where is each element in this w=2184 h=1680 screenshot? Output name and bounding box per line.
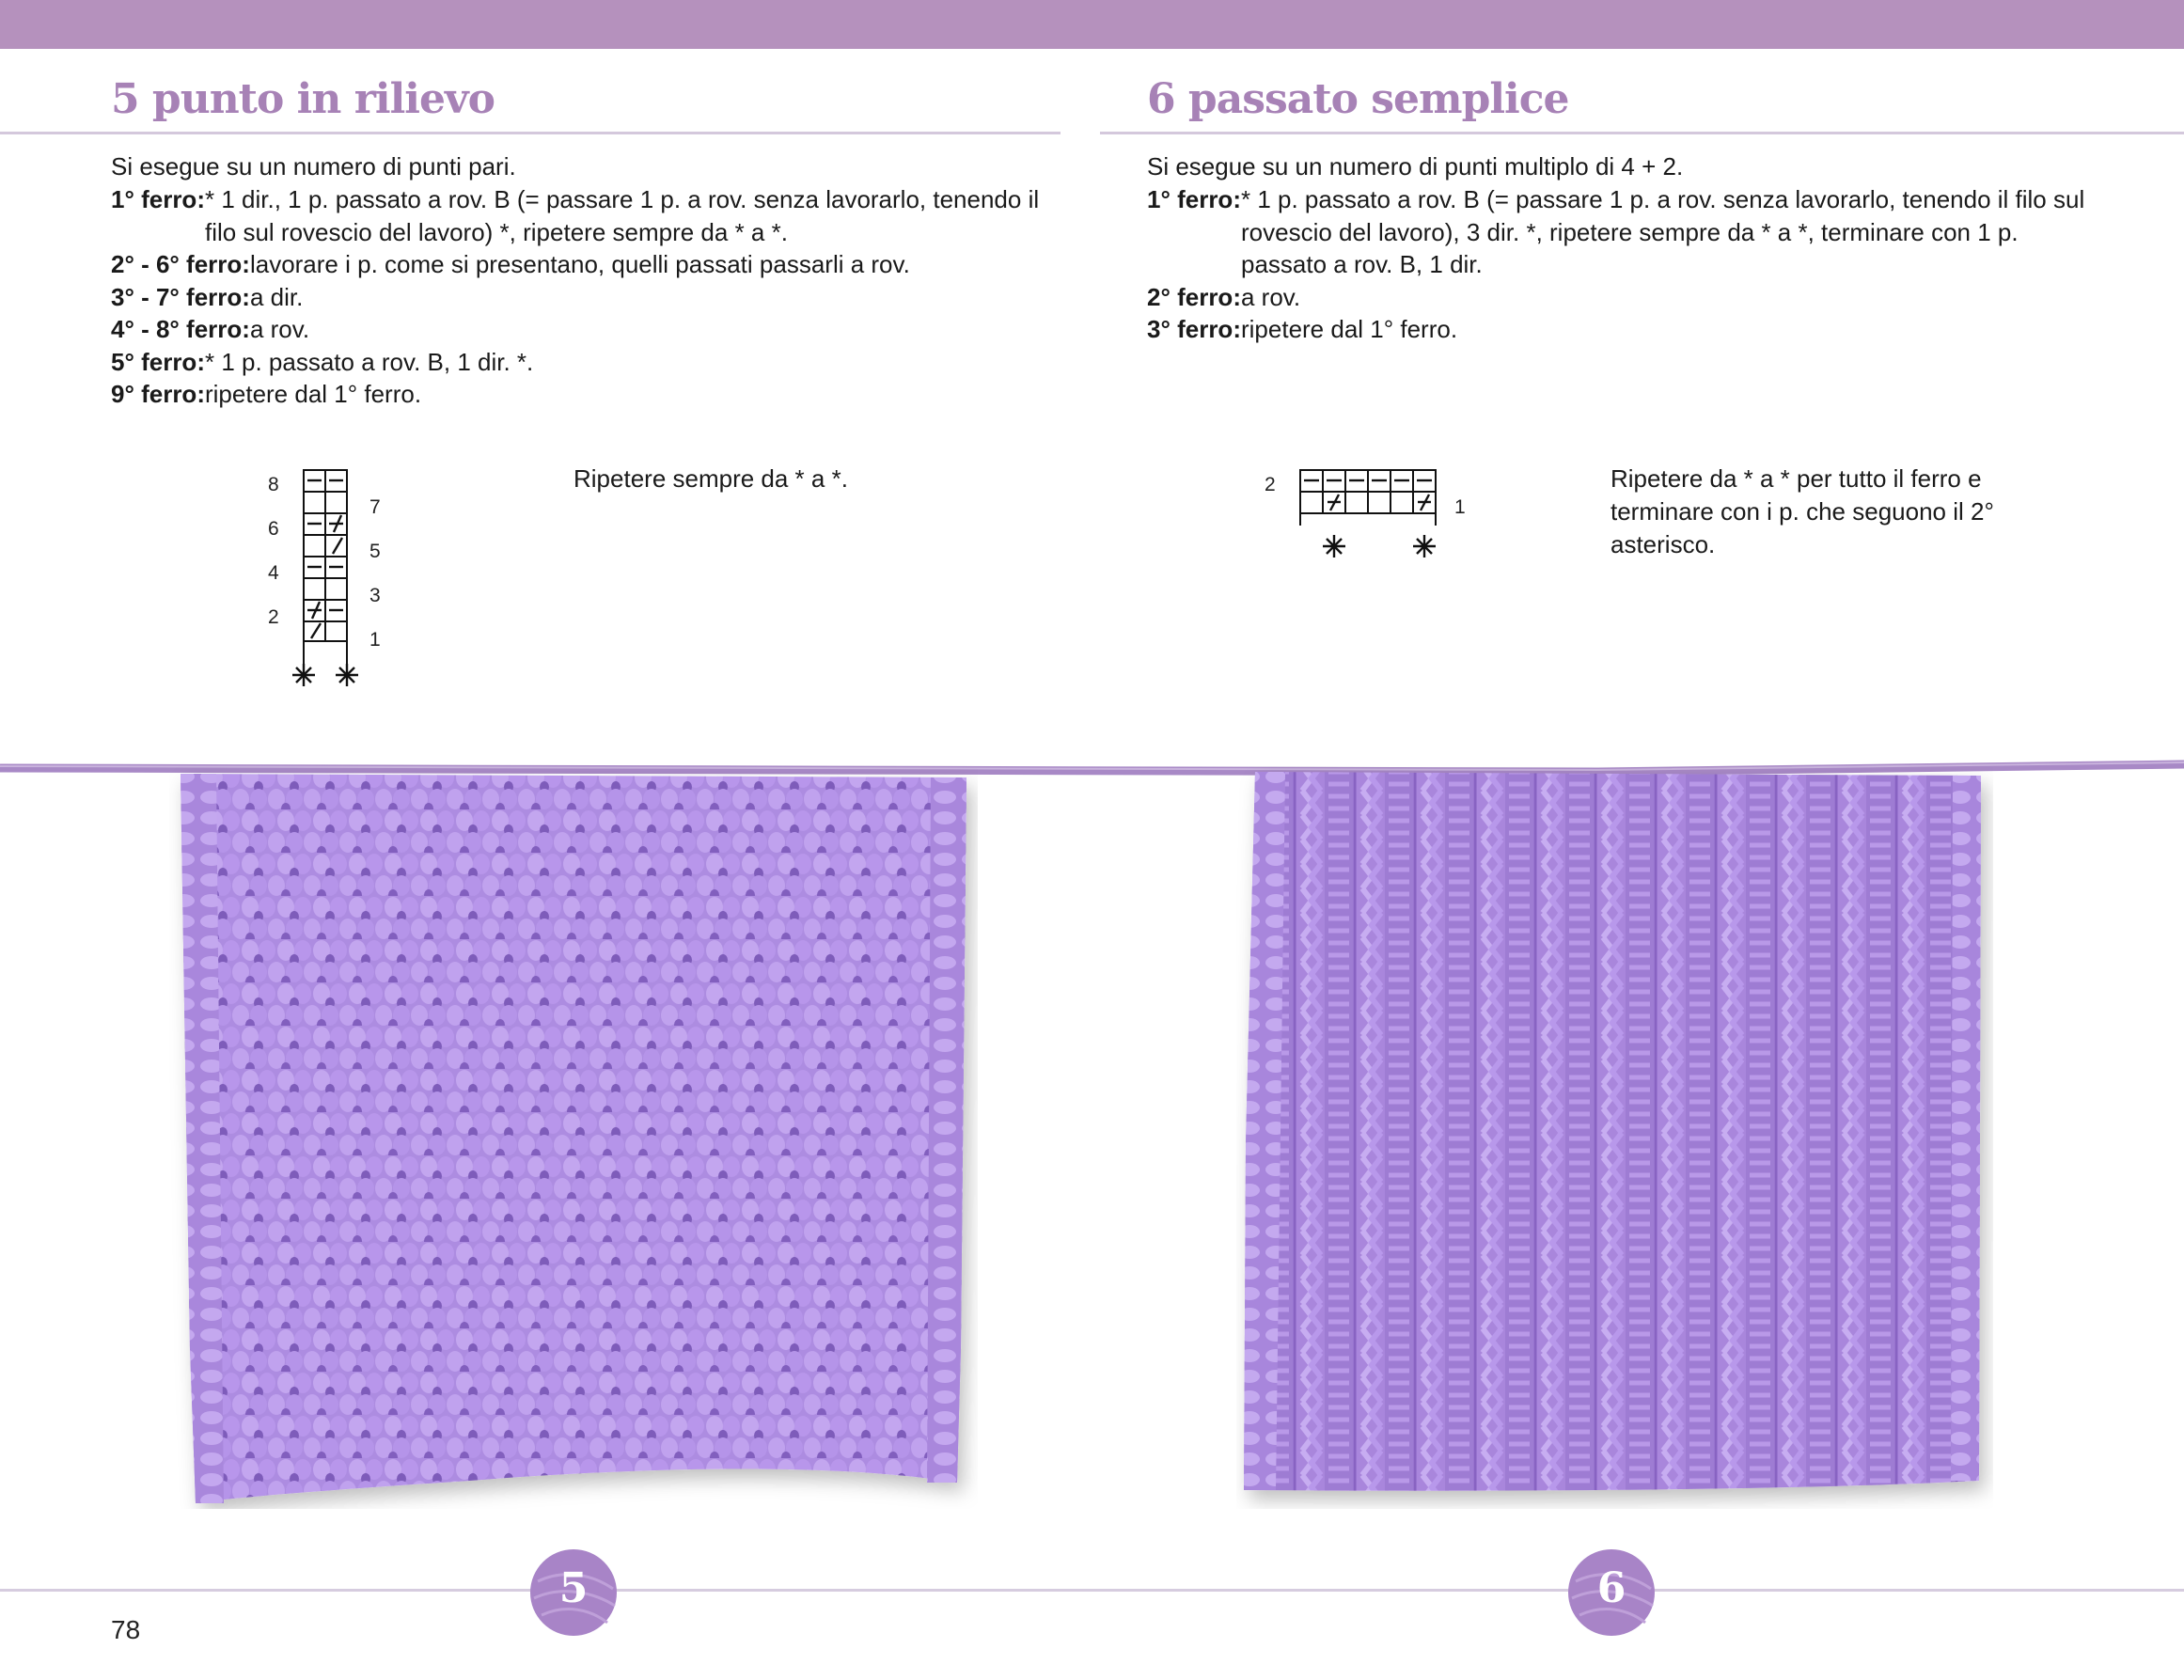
chart-row-label: 7 xyxy=(369,496,381,518)
yarn-ball-5 xyxy=(528,1547,619,1638)
chart-row-label: 2 xyxy=(268,606,279,628)
instruction-row xyxy=(111,183,1051,248)
pattern-5-intro: Si esegue su un numero di punti pari. xyxy=(111,152,516,181)
top-color-band xyxy=(0,0,2184,49)
row-text: ripetere dal 1° ferro. xyxy=(1240,315,1458,343)
row-label: 1° ferro: xyxy=(111,185,205,213)
row-text: * 1 dir., 1 p. passato a rov. B (= passare 1 p. a rov. senza lavorarlo, tenendo il filo sul rovescio del lavoro) *, ripetere sempre da * a *. xyxy=(204,185,1040,246)
instruction-row xyxy=(111,346,1051,379)
pattern-5-instructions xyxy=(111,183,1051,411)
pattern-6-chart xyxy=(1255,465,1490,569)
swatch-number: 5 xyxy=(558,1564,589,1612)
row-text: * 1 p. passato a rov. B, 1 dir. *. xyxy=(204,347,534,376)
chart-row-label: 1 xyxy=(1454,496,1466,518)
row-label: 3° - 7° ferro: xyxy=(111,282,250,311)
row-label: 5° ferro: xyxy=(111,347,205,376)
row-label: 1° ferro: xyxy=(1147,185,1241,213)
row-text: ripetere dal 1° ferro. xyxy=(204,380,422,408)
instruction-row xyxy=(111,248,1051,281)
row-text: * 1 p. passato a rov. B (= passare 1 p. a rov. senza lavorarlo, tenendo il filo sul rovescio del lavoro), 3 dir. *, ripetere sempre da * a *, terminare con 1 p. passato a rov. B, 1 dir. xyxy=(1240,185,2085,278)
row-label: 3° ferro: xyxy=(1147,315,1241,343)
chart-row-label: 3 xyxy=(369,585,381,606)
pattern-5-title: 5 punto in rilievo xyxy=(111,75,495,123)
chart-row-label: 4 xyxy=(268,562,279,584)
left-title-rule xyxy=(0,132,1061,134)
instruction-row xyxy=(1147,313,2087,346)
row-label: 2° ferro: xyxy=(1147,282,1241,311)
row-label: 2° - 6° ferro: xyxy=(111,250,250,278)
right-title-rule xyxy=(1100,132,2184,134)
instruction-row xyxy=(111,281,1051,314)
instruction-row xyxy=(1147,281,2087,314)
row-text: a rov. xyxy=(249,315,310,343)
page-number: 78 xyxy=(111,1615,141,1644)
bottom-rule xyxy=(0,1589,2184,1592)
chart-row-label: 1 xyxy=(369,629,381,651)
chart-row-label: 6 xyxy=(268,518,279,540)
pattern-6-note: Ripetere da * a * per tutto il ferro e terminare con i p. che seguono il 2° asterisco. xyxy=(1611,464,1994,558)
chart-row-label: 5 xyxy=(369,541,381,562)
instruction-row xyxy=(1147,183,2087,281)
row-text: a dir. xyxy=(249,282,304,311)
chart-row-label: 8 xyxy=(268,474,279,495)
yarn-ball-6 xyxy=(1566,1547,1657,1638)
chart-row-label: 2 xyxy=(1265,474,1276,495)
pattern-5-swatch-photo xyxy=(169,766,978,1509)
row-text: a rov. xyxy=(1240,282,1301,311)
swatch-number: 6 xyxy=(1596,1564,1626,1612)
row-label: 4° - 8° ferro: xyxy=(111,315,250,343)
row-text: lavorare i p. come si presentano, quelli passati passarli a rov. xyxy=(249,250,910,278)
pattern-6-instructions xyxy=(1147,183,2087,346)
pattern-5-note: Ripetere sempre da * a *. xyxy=(573,464,848,493)
pattern-6-title: 6 passato semplice xyxy=(1147,75,1569,123)
pattern-6-swatch-photo xyxy=(1236,766,1993,1509)
pattern-5-chart xyxy=(259,465,390,700)
instruction-row xyxy=(111,313,1051,346)
instruction-row xyxy=(111,378,1051,411)
row-label: 9° ferro: xyxy=(111,380,205,408)
pattern-6-intro: Si esegue su un numero di punti multiplo di 4 + 2. xyxy=(1147,152,1684,181)
